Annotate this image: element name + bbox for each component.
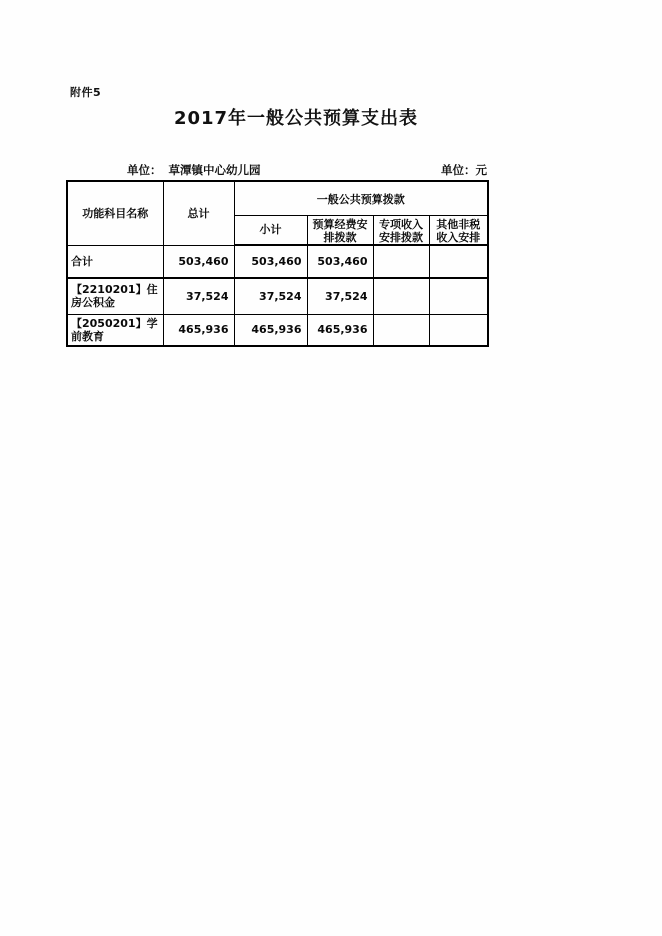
amount-cell <box>429 278 488 315</box>
amount-cell: 503,460 <box>163 245 234 278</box>
amount-cell: 37,524 <box>307 278 373 315</box>
unit-currency-value: 元 <box>475 163 487 177</box>
table-row-preschool-education <box>67 314 488 346</box>
unit-organization-label: 单位： <box>127 163 162 177</box>
header-group-general-budget: 一般公共预算拨款 <box>234 181 488 216</box>
unit-currency-label: 单位： <box>441 163 476 177</box>
unit-currency <box>441 163 487 177</box>
header-function-subject: 功能科目名称 <box>67 181 163 245</box>
header-budget-fund-allocation: 预算经费安排拨款 <box>307 216 373 246</box>
table-header-row-1 <box>67 181 488 216</box>
unit-row <box>66 163 487 177</box>
header-other-nontax-income: 其他非税收入安排 <box>429 216 488 246</box>
amount-cell: 37,524 <box>234 278 307 315</box>
amount-cell: 465,936 <box>163 314 234 346</box>
amount-cell <box>373 314 429 346</box>
amount-cell <box>373 278 429 315</box>
row-label: 【2050201】学前教育 <box>67 314 163 346</box>
budget-table <box>66 180 489 347</box>
header-grand-total: 总计 <box>163 181 234 245</box>
table-row-housing-fund <box>67 278 488 315</box>
attachment-label: 附件5 <box>70 86 102 99</box>
unit-organization-value: 草潭镇中心幼儿园 <box>168 163 261 177</box>
amount-cell: 503,460 <box>307 245 373 278</box>
amount-cell: 465,936 <box>307 314 373 346</box>
row-label: 【2210201】住房公积金 <box>67 278 163 315</box>
amount-cell: 37,524 <box>163 278 234 315</box>
amount-cell: 465,936 <box>234 314 307 346</box>
header-special-income-allocation: 专项收入安排拨款 <box>373 216 429 246</box>
amount-cell <box>429 314 488 346</box>
header-subtotal: 小计 <box>234 216 307 246</box>
page-title: 2017年一般公共预算支出表 <box>173 108 419 129</box>
row-label: 合计 <box>67 245 163 278</box>
unit-organization <box>127 163 261 177</box>
table-row-total <box>67 245 488 278</box>
amount-cell <box>373 245 429 278</box>
amount-cell: 503,460 <box>234 245 307 278</box>
amount-cell <box>429 245 488 278</box>
